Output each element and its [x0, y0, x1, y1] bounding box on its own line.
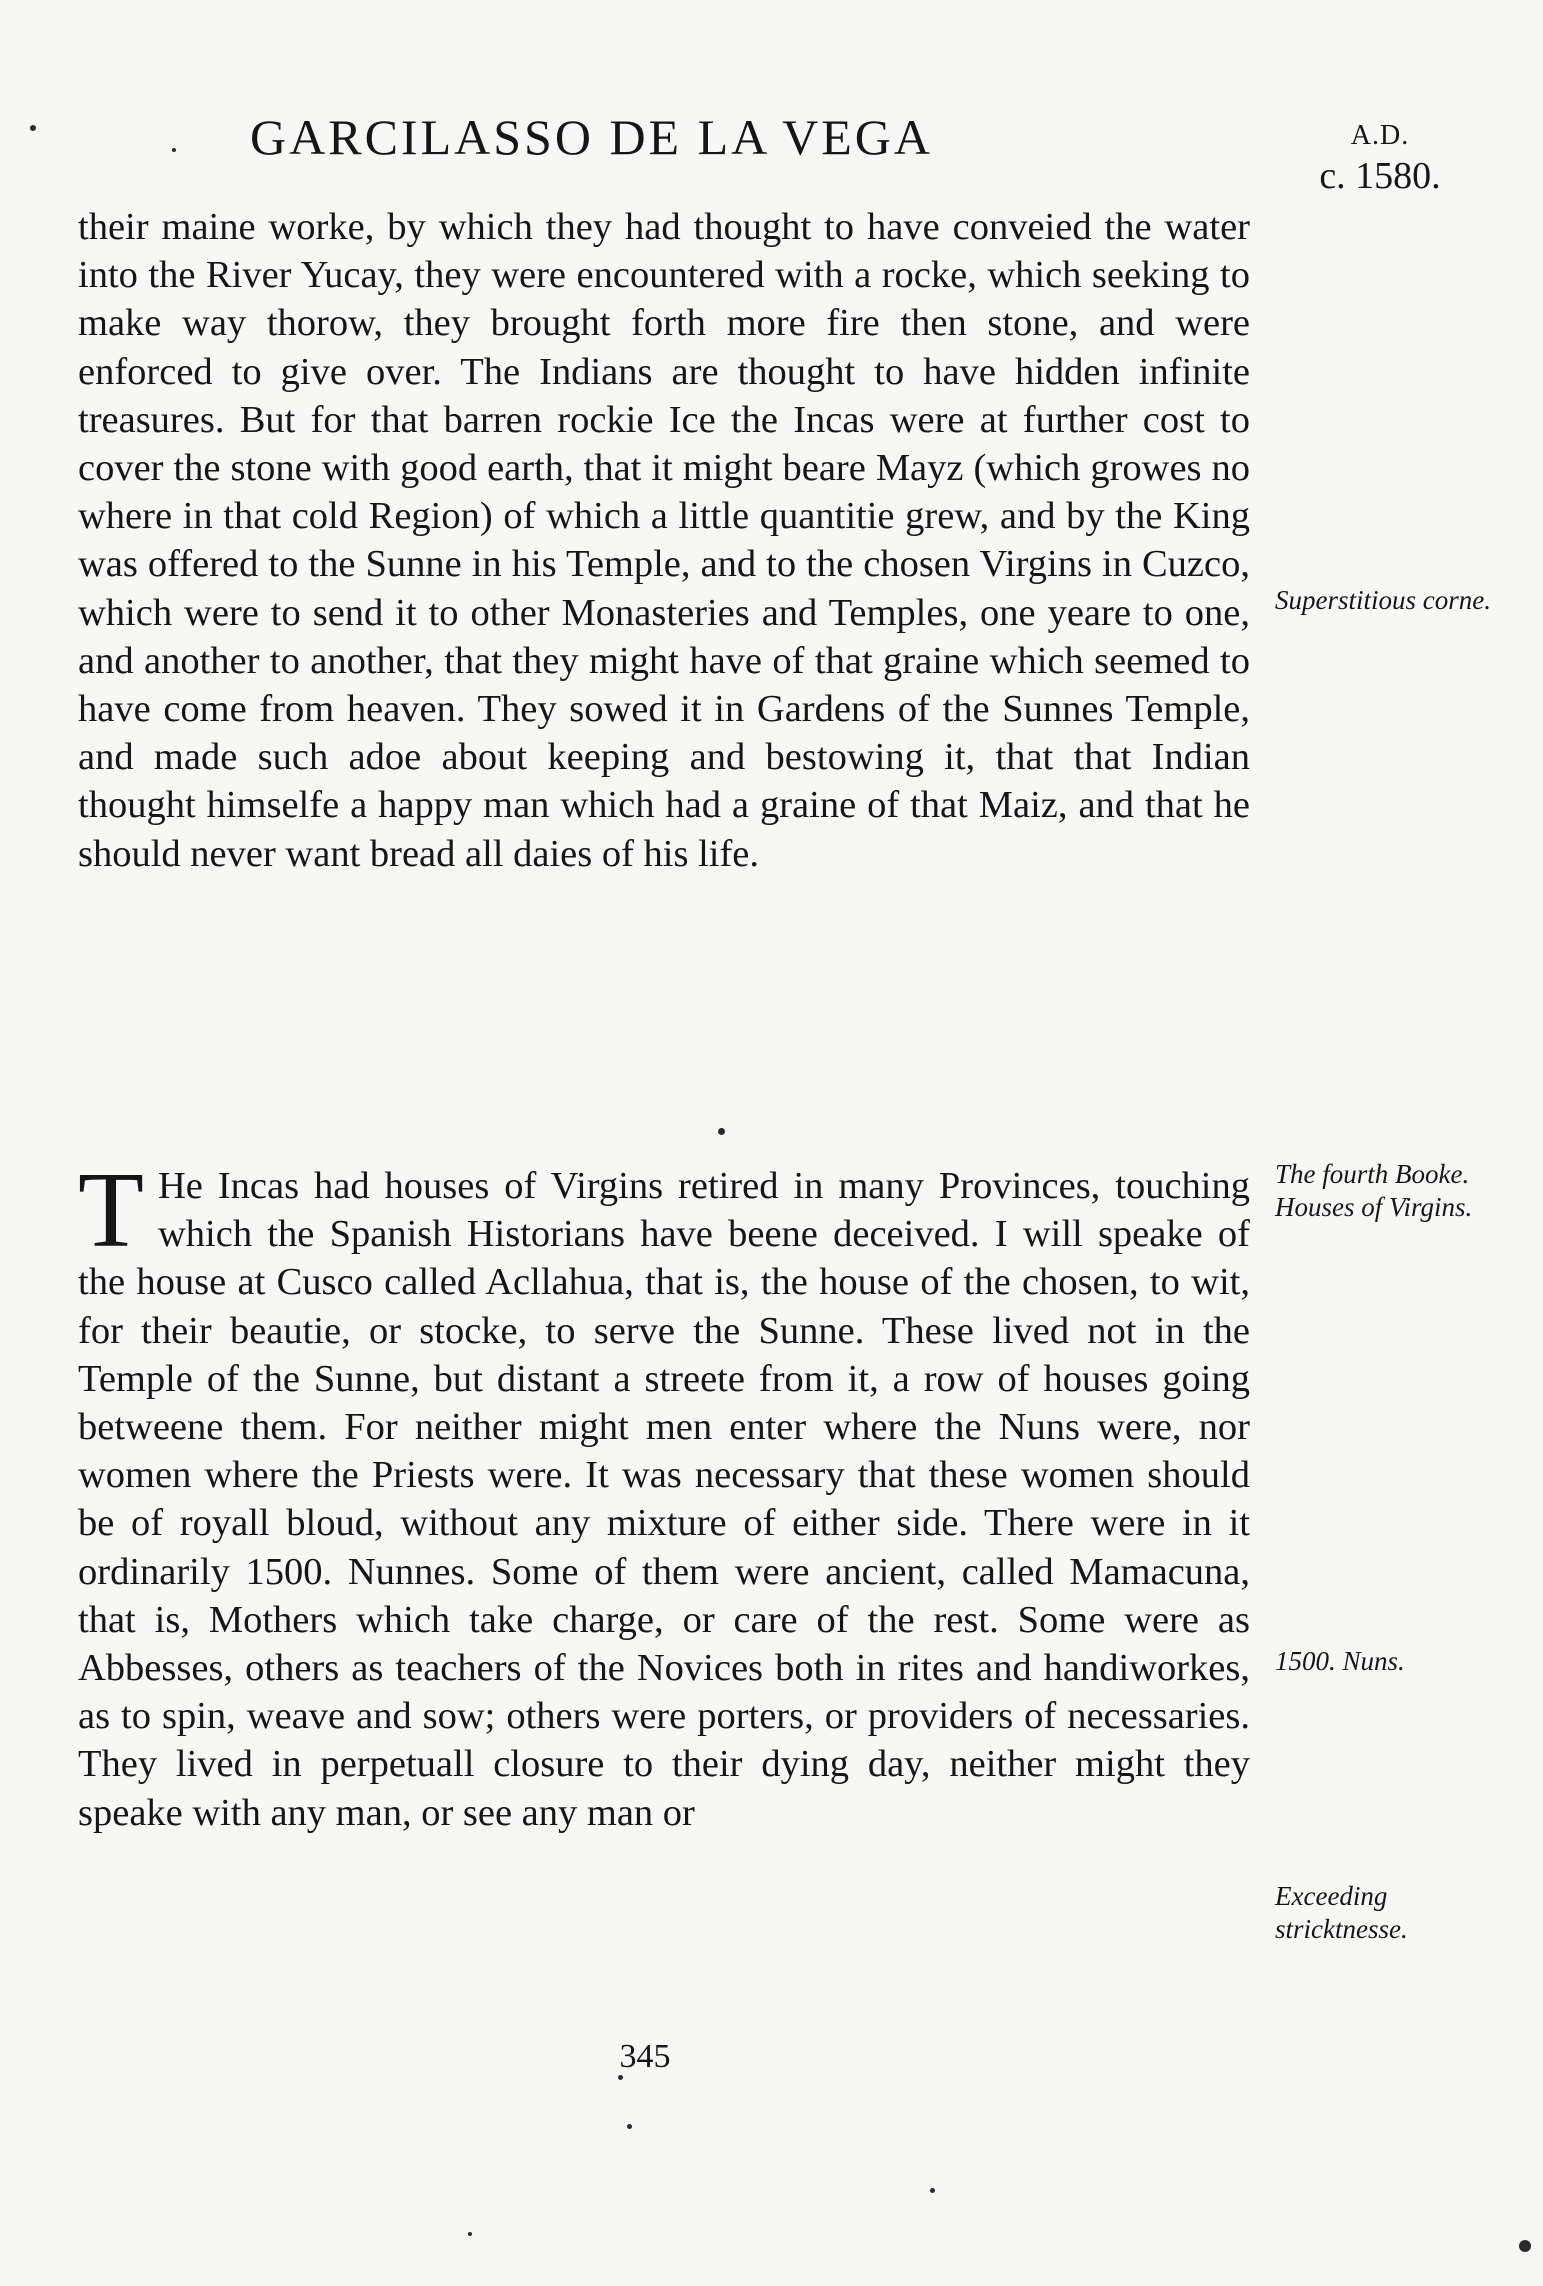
scan-speck: [627, 2124, 632, 2129]
scan-speck: [930, 2188, 935, 2193]
scan-speck: [718, 1128, 725, 1135]
scan-speck: [30, 125, 36, 131]
era-label: A.D.: [1350, 120, 1410, 151]
scan-speck: [172, 148, 176, 152]
year-label: c. 1580.: [1319, 155, 1441, 197]
scan-speck: [468, 2232, 472, 2236]
margin-note-fourth-booke: The fourth Booke. Houses of Virgins.: [1275, 1159, 1473, 1222]
running-title: GARCILASSO DE LA VEGA: [250, 109, 933, 165]
paragraph-1: their maine worke, by which they had thought to have conveied the water into the River Yucay, they were encountered with a rocke, which seeking to make way thorow, they brought forth more fire then stone, and were enforced to give over. The Indians are thought to have hidden infinite treasures. But for that barren rockie Ice the Incas were at further cost to cover the stone with good earth, that it might beare Mayz (which growes no where in that cold Region) of which a little quantitie grew, and by the King was offered to the Sunne in his Temple, and to the chosen Virgins in Cuzco, which were to send it to other Monasteries and Temples, one yeare to one, and another to another, that they might have of that graine which seemed to have come from heaven. They sowed it in Gardens of the Sunnes Temple, and made such adoe about keeping and bestowing it, that that Indian thought himselfe a happy man which had a graine of that Maiz, and that he should never want bread all daies of his life.: [78, 206, 1250, 875]
margin-note-exceeding: Exceeding stricktnesse.: [1275, 1881, 1408, 1944]
scan-speck: [1519, 2240, 1531, 2252]
page-number: 345: [619, 2038, 671, 2075]
date-block: [1290, 118, 1470, 201]
paragraph-2: [78, 1151, 1250, 1837]
scan-speck: [618, 2075, 623, 2080]
margin-note-superstitious: Superstitious corne.: [1275, 585, 1491, 615]
drop-cap: T: [78, 1151, 144, 1270]
margin-note-nuns: 1500. Nuns.: [1275, 1646, 1405, 1676]
paragraph-2-text: He Incas had houses of Virgins retired in many Provinces, touching which the Spanish Historians have beene deceived. I will speake of the house at Cusco called Acllahua, that is, the house of the chosen, to wit, for their beautie, or stocke, to serve the Sunne. These lived not in the Temple of the Sunne, but distant a streete from it, a row of houses going betweene them. For neither might men enter where the Nuns were, nor women where the Priests were. It was necessary that these women should be of royall bloud, without any mixture of either side. There were in it ordinarily 1500. Nunnes. Some of them were ancient, called Mamacuna, that is, Mothers which take charge, or care of the rest. Some were as Abbesses, others as teachers of the Novices both in rites and handiworkes, as to spin, weave and sow; others were porters, or providers of necessaries. They lived in perpetuall closure to their dying day, neither might they speake with any man, or see any man or: [78, 1165, 1250, 1834]
